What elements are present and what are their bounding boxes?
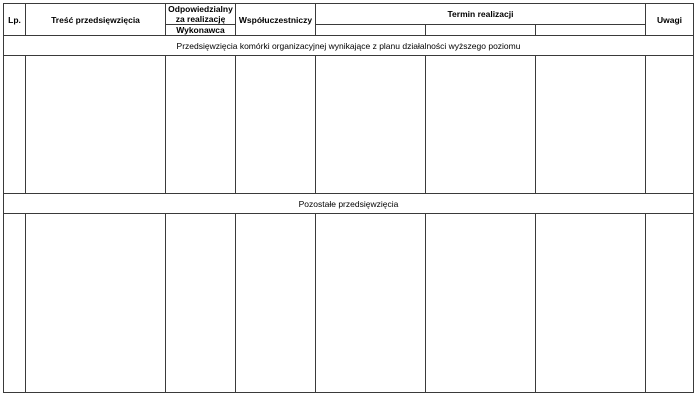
- header-responsible-line2: za realizację: [175, 14, 226, 24]
- cell-deadline-1: [316, 56, 426, 194]
- section1-body-row: [4, 56, 694, 194]
- cell-deadline-1: [316, 214, 426, 393]
- cell-lp: [4, 56, 26, 194]
- deadline-subcell-2: [426, 25, 536, 36]
- header-executor: Wykonawca: [166, 25, 236, 36]
- cell-content: [26, 214, 166, 393]
- cell-deadline-3: [536, 56, 646, 194]
- cell-lp: [4, 214, 26, 393]
- cell-content: [26, 56, 166, 194]
- section1-row: [4, 36, 694, 56]
- header-responsible-line1: Odpowiedzialny: [168, 4, 233, 14]
- section2-title: Pozostałe przedsięwzięcia: [4, 194, 694, 214]
- cell-responsible: [166, 56, 236, 194]
- header-notes: Uwagi: [646, 4, 694, 36]
- cell-cooperators: [236, 214, 316, 393]
- deadline-subcell-1: [316, 25, 426, 36]
- cell-notes: [646, 214, 694, 393]
- section2-body-row: [4, 214, 694, 393]
- header-lp: Lp.: [4, 4, 26, 36]
- cell-deadline-2: [426, 214, 536, 393]
- cell-deadline-2: [426, 56, 536, 194]
- cell-cooperators: [236, 56, 316, 194]
- section2-row: [4, 194, 694, 214]
- section1-title: Przedsięwzięcia komórki organizacyjnej wynikające z planu działalności wyższego poziomu: [4, 36, 694, 56]
- cell-responsible: [166, 214, 236, 393]
- plan-table: [3, 3, 694, 393]
- header-content: Treść przedsięwzięcia: [26, 4, 166, 36]
- header-deadline: Termin realizacji: [316, 4, 646, 25]
- deadline-subcell-3: [536, 25, 646, 36]
- cell-deadline-3: [536, 214, 646, 393]
- header-responsible: [166, 4, 236, 25]
- header-cooperators: Współuczestniczy: [236, 4, 316, 36]
- cell-notes: [646, 56, 694, 194]
- plan-table-container: [3, 3, 694, 393]
- header-row: [4, 4, 694, 25]
